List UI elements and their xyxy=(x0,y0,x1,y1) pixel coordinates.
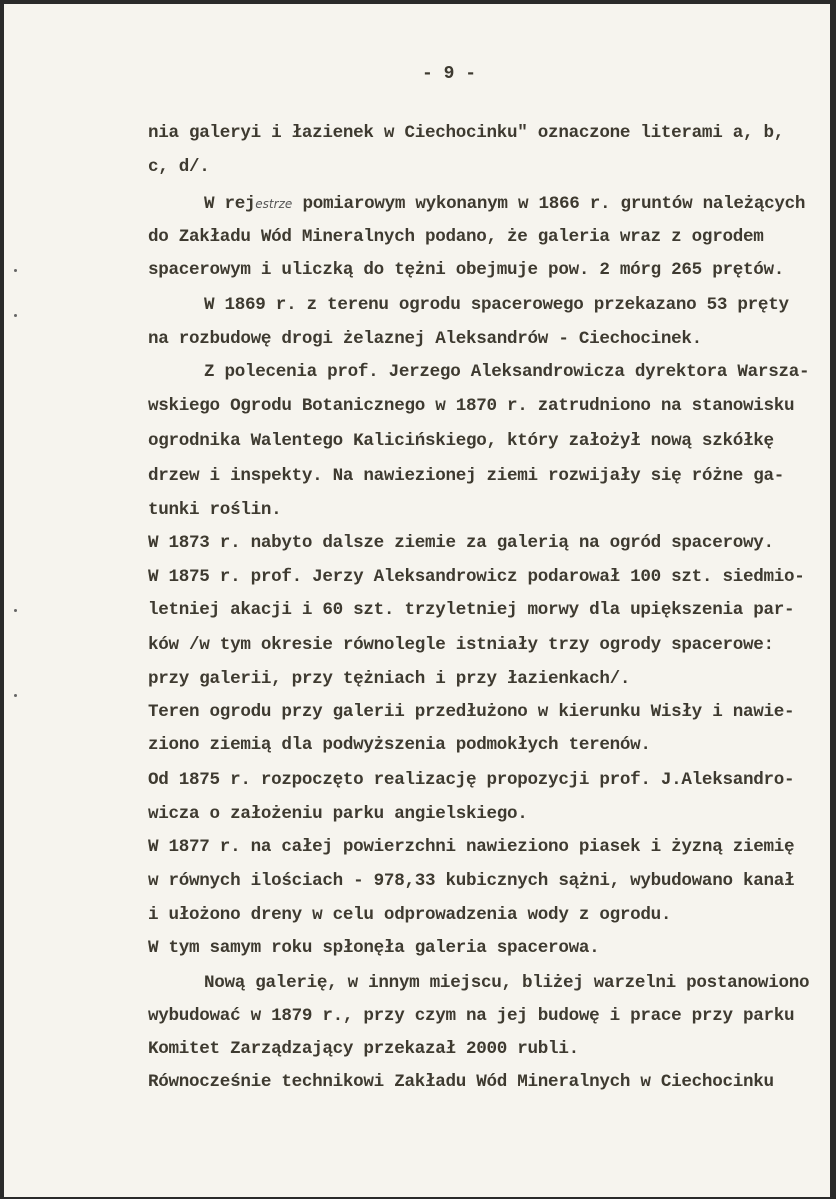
text-line: ków /w tym okresie równolegle istniały trzy ogrody spacerowe: xyxy=(148,635,774,655)
text-line: Nową galerię, w innym miejscu, bliżej warzelni postanowiono xyxy=(204,973,810,993)
text-line: do Zakładu Wód Mineralnych podano, że galeria wraz z ogrodem xyxy=(148,227,764,247)
text-line: spacerowym i uliczką do tężni obejmuje pow. 2 mórg 265 prętów. xyxy=(148,260,784,280)
text-line: ziono ziemią dla podwyższenia podmokłych terenów. xyxy=(148,735,651,755)
text-line: tunki roślin. xyxy=(148,500,282,520)
text-line: letniej akacji i 60 szt. trzyletniej morwy dla upiększenia par- xyxy=(148,600,795,620)
text-line: W 1869 r. z terenu ogrodu spacerowego przekazano 53 pręty xyxy=(204,295,789,315)
text-line: przy galerii, przy tężniach i przy łazienkach/. xyxy=(148,669,631,689)
text-line: W 1873 r. nabyto dalsze ziemie za galerią na ogród spacerowy. xyxy=(148,533,774,553)
margin-mark xyxy=(14,314,17,317)
text-line: ogrodnika Walentego Kalicińskiego, który założył nową szkółkę xyxy=(148,431,774,451)
text-line xyxy=(204,194,805,214)
document-page xyxy=(4,4,830,1197)
margin-mark xyxy=(14,609,17,612)
text-line: Od 1875 r. rozpoczęto realizację propozycji prof. J.Aleksandro- xyxy=(148,770,795,790)
text-line: nia galeryi i łazienek w Ciechocinku" oznaczone literami a, b, xyxy=(148,123,784,143)
text-line: W 1875 r. prof. Jerzy Aleksandrowicz podarował 100 szt. siedmio- xyxy=(148,567,805,587)
text-line: drzew i inspekty. Na nawiezionej ziemi rozwijały się różne ga- xyxy=(148,466,784,486)
text-line: wskiego Ogrodu Botanicznego w 1870 r. zatrudniono na stanowisku xyxy=(148,396,795,416)
text-line: w równych ilościach - 978,33 kubicznych sążni, wybudowano kanał xyxy=(148,871,795,891)
text-line: W tym samym roku spłonęła galeria spacerowa. xyxy=(148,938,600,958)
text-line: Teren ogrodu przy galerii przedłużono w kierunku Wisły i nawie- xyxy=(148,702,795,722)
text-line: W 1877 r. na całej powierzchni nawieziono piasek i żyzną ziemię xyxy=(148,837,795,857)
text-line: Z polecenia prof. Jerzego Aleksandrowicza dyrektora Warsza- xyxy=(204,362,810,382)
text-line: Równocześnie technikowi Zakładu Wód Mineralnych w Ciechocinku xyxy=(148,1072,774,1092)
margin-mark xyxy=(14,269,17,272)
typed-text: pomiarowym wykonanym w 1866 r. gruntów należących xyxy=(292,194,806,214)
typed-text: W rej xyxy=(204,194,256,214)
text-line: wybudować w 1879 r., przy czym na jej budowę i prace przy parku xyxy=(148,1006,795,1026)
handwritten-insertion: estrze xyxy=(255,197,293,211)
text-line: na rozbudowę drogi żelaznej Aleksandrów - Ciechocinek. xyxy=(148,329,702,349)
text-line: Komitet Zarządzający przekazał 2000 rubli. xyxy=(148,1039,579,1059)
text-line: wicza o założeniu parku angielskiego. xyxy=(148,804,528,824)
text-line: i ułożono dreny w celu odprowadzenia wody z ogrodu. xyxy=(148,905,672,925)
text-line: c, d/. xyxy=(148,157,210,177)
margin-mark xyxy=(14,694,17,697)
page-number: - 9 - xyxy=(422,64,477,84)
